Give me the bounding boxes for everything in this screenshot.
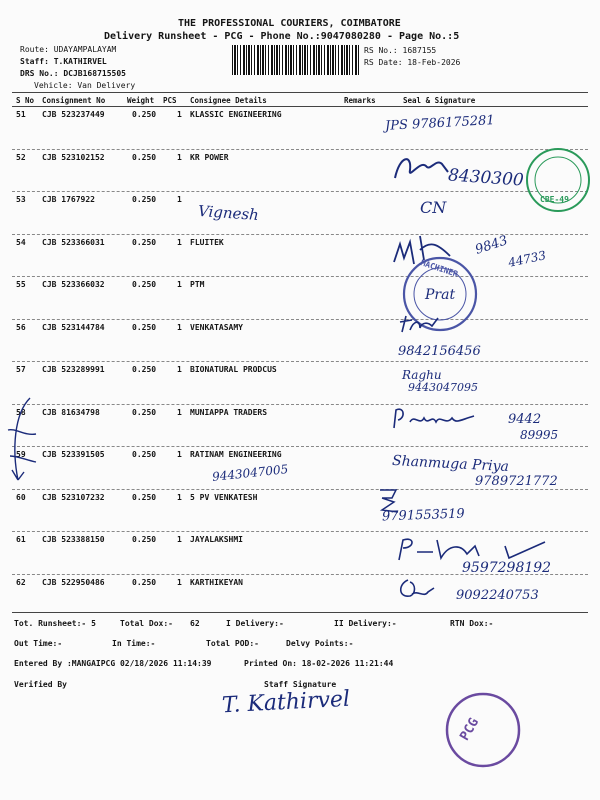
margin-bracket [6,390,42,500]
row-consignee: KARTHIKEYAN [190,577,243,587]
delvy-points: Delvy Points:- [286,639,354,648]
row-divider [12,276,588,277]
col-sno: S No [16,96,35,105]
row-weight: 0.250 [132,322,157,332]
row-consignee: PTM [190,280,205,289]
col-consignee: Consignee Details [190,96,267,105]
handwriting-r52: 8430300 [447,165,525,191]
row-consignee: 5 PV VENKATESH [190,492,258,502]
table-row [0,321,600,363]
stamp-green [520,145,596,215]
printed-on: Printed On: 18-02-2026 11:21:44 [244,659,394,668]
handwriting-r62: 9092240753 [456,588,539,603]
signature-r52 [390,150,450,190]
out-time: Out Time:- [14,639,63,648]
row-consignment: CJB 1767922 [42,195,95,204]
row-pcs: 1 [177,110,182,119]
company-name: THE PROFESSIONAL COURIERS, COIMBATORE [178,18,401,29]
stamp-green-text: CBE-49 [540,195,569,204]
handwriting-r58b: 89995 [520,428,559,442]
rtn-dox: RTN Dox:- [450,619,494,628]
handwriting-r59b: 9789721772 [475,474,558,489]
staff-label: Staff: T.KATHIRVEL [20,57,107,66]
row-pcs: 1 [177,322,182,332]
row-consignee: JAYALAKSHMI [190,535,243,544]
row-weight: 0.250 [132,577,157,587]
handwriting-r51: JPS 9786175281 [384,113,496,134]
row-divider [12,191,588,192]
table-row [0,193,600,235]
row-consignment: CJB 523237449 [42,110,105,119]
handwriting-r53: Vignesh [197,201,260,225]
row-divider [12,404,588,405]
row-consignment: CJB 523366032 [42,280,105,289]
stamp-purple-text: PCG [457,715,483,744]
row-sno: 52 [16,152,26,162]
row-sno: 61 [16,535,26,544]
row-weight: 0.250 [132,152,157,162]
total-dox-label: Total Dox:- [120,619,173,628]
col-pcs: PCS [163,96,177,105]
row-divider [12,149,588,150]
row-pcs: 1 [177,407,182,417]
row-divider [12,361,588,362]
signature-r62 [398,576,438,602]
drs-label: DRS No.: DCJB168715505 [20,69,126,78]
row-pcs: 1 [177,535,182,544]
total-runsheet: Tot. Runsheet:- 5 [14,619,96,628]
signature-r56 [398,312,442,336]
row-weight: 0.250 [132,492,157,502]
table-row [0,108,600,150]
row-weight: 0.250 [132,280,157,289]
row-weight: 0.250 [132,195,157,204]
row-pcs: 1 [177,195,182,204]
rs-date: RS Date: 18-Feb-2026 [364,58,461,67]
row-consignment: CJB 523366031 [42,237,105,247]
verified-by: Verified By [14,680,67,689]
row-pcs: 1 [177,577,182,587]
row-sno: 59 [16,450,26,459]
row-sno: 56 [16,322,26,332]
handwriting-r56: 9842156456 [398,344,481,359]
col-seal: Seal & Signature [403,96,476,105]
row-consignment: CJB 523102152 [42,152,105,162]
handwriting-r52b: CN [420,198,447,217]
runsheet-subtitle: Delivery Runsheet - PCG - Phone No.:9047080280 - Page No.:5 [104,31,460,42]
total-dox-value: 62 [190,619,200,628]
in-time: In Time:- [112,639,156,648]
stamp-purple [440,690,526,770]
table-row [0,278,600,320]
row-consignment: CJB 523289991 [42,365,105,374]
staff-signature-label: Staff Signature [264,680,337,689]
row-consignment: CJB 523388150 [42,535,105,544]
row-divider [12,531,588,532]
row-sno: 60 [16,492,26,502]
handwriting-r59: Shanmuga Priya [391,452,510,476]
row-pcs: 1 [177,237,182,247]
row-consignee: MUNIAPPA TRADERS [190,407,268,417]
row-sno: 57 [16,365,26,374]
row-consignee: RATINAM ENGINEERING [190,450,282,459]
handwriting-r59c: 9443047005 [211,462,289,484]
table-row [0,491,600,533]
handwriting-r57b: 9443047095 [408,381,478,394]
handwriting-r54: 9843 [473,233,510,258]
row-consignee: KLASSIC ENGINEERING [190,110,282,119]
signature-r58 [390,404,480,432]
col-remarks: Remarks [344,96,376,105]
row-weight: 0.250 [132,365,157,374]
row-consignment: CJB 522950486 [42,577,105,587]
barcode [232,45,360,75]
col-consignment: Consignment No [42,96,106,105]
handwriting-r61: 9597298192 [462,560,552,576]
row-weight: 0.250 [132,407,157,417]
handwriting-r54b: 44733 [506,248,548,270]
row-pcs: 1 [177,280,182,289]
row-consignee: BIONATURAL PRODCUS [190,365,277,374]
row-sno: 51 [16,110,26,119]
handwriting-r55: Prat [425,287,456,303]
row-sno: 58 [16,407,26,417]
row-sno: 62 [16,577,26,587]
row-pcs: 1 [177,492,182,502]
row-sno: 53 [16,195,26,204]
handwriting-r60: 9791553519 [381,506,465,525]
rs-number: RS No.: 1687155 [364,46,437,55]
i-delivery: I Delivery:- [226,619,284,628]
stamp-blue-text: MACHINER [419,258,459,279]
handwriting-r57: Raghu [402,368,442,382]
row-sno: 54 [16,237,26,247]
footer-rule [12,612,588,613]
row-pcs: 1 [177,152,182,162]
entered-by: Entered By :MANGAIPCG 02/18/2026 11:14:39 [14,659,212,668]
row-consignment: CJB 523391505 [42,450,105,459]
staff-signature: T. Kathirvel [221,686,351,719]
row-weight: 0.250 [132,535,157,544]
col-weight: Weight [127,96,155,105]
row-consignment: CJB 523144784 [42,322,105,332]
total-pod: Total POD:- [206,639,259,648]
row-sno: 55 [16,280,26,289]
row-consignee: KR POWER [190,152,229,162]
ii-delivery: II Delivery:- [334,619,397,628]
row-consignee: FLUITEK [190,237,224,247]
row-weight: 0.250 [132,237,157,247]
row-consignee: VENKATASAMY [190,322,243,332]
header-rule-top [12,92,588,93]
handwriting-r58: 9442 [508,412,542,427]
row-pcs: 1 [177,365,182,374]
row-consignment: CJB 81634798 [42,407,100,417]
row-consignment: CJB 523107232 [42,492,105,502]
vehicle-label: Vehicle: Van Delivery [34,81,136,90]
row-weight: 0.250 [132,110,157,119]
row-divider [12,319,588,320]
row-divider [12,446,588,447]
header-rule-bottom [12,106,588,107]
row-weight: 0.250 [132,450,157,459]
route-label: Route: UDAYAMPALAYAM [20,45,117,54]
row-pcs: 1 [177,450,182,459]
table-row [0,363,600,405]
